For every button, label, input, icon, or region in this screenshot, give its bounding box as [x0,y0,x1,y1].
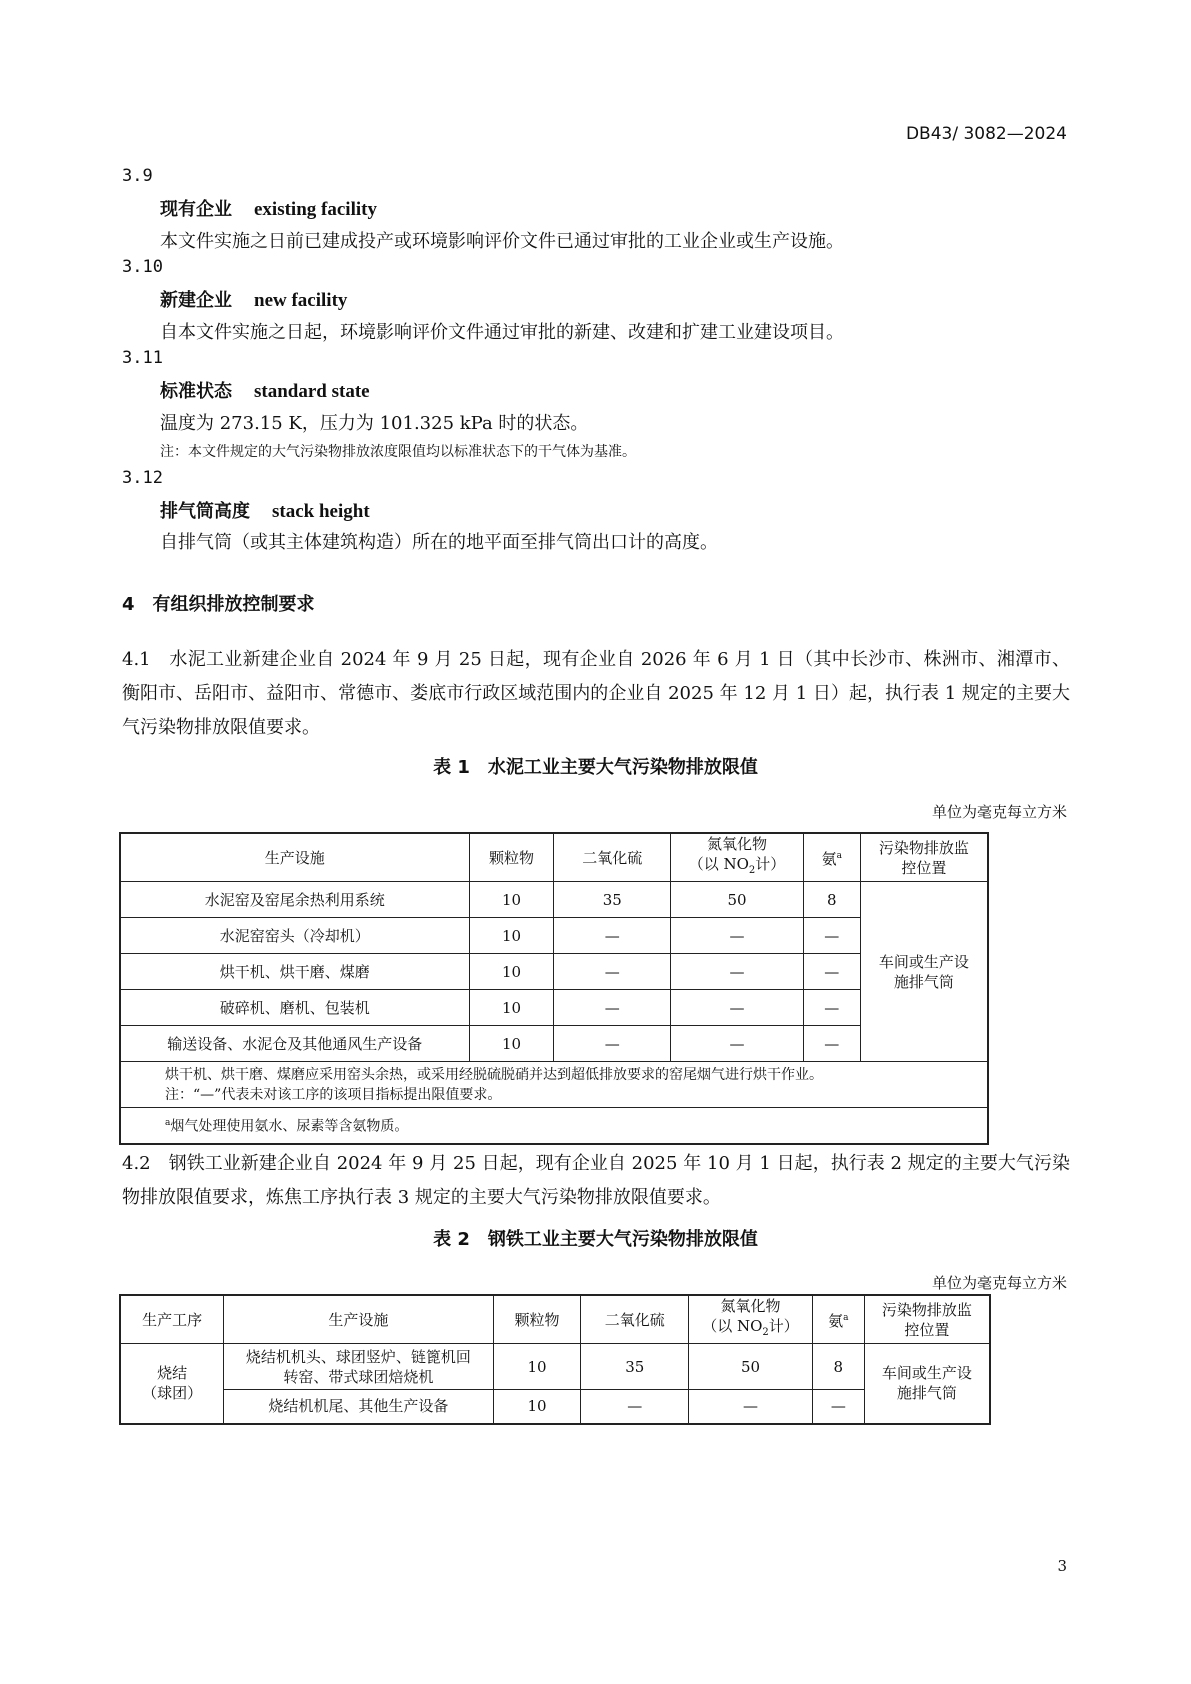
cell-pm: 10 [469,954,554,990]
header-nh3: 氨$^a$ [803,833,860,882]
table2 [119,1294,991,1425]
cell-so2: — [554,1026,671,1062]
cell-facility: 水泥窑及窑尾余热利用系统 [120,882,469,918]
header-nox-line2: （以 $NO_2$计） [688,855,786,876]
paragraph-4-2: 4.2 钢铁工业新建企业自 2024 年 9 月 25 日起，现有企业自 2025 年 10 月 1 日起，执行表 2 规定的主要大气污染物排放限值要求，炼焦工序执行表 3 规定的主要大气污染物排放限值要求。 [122,1153,1070,1208]
term-definition: 自本文件实施之日起，环境影响评价文件通过审批的新建、改建和扩建工业建设项目。 [160,322,844,343]
table-footnote-row [120,1108,988,1144]
cell-nh3: 8 [803,882,860,918]
header-pm: 颗粒物 [493,1295,581,1344]
header-monitor: 污染物排放监 控位置 [864,1295,990,1344]
term-number: 3.9 [122,166,153,186]
table1-unit: 单位为毫克每立方米 [931,803,1067,821]
cell-pm: 10 [469,918,554,954]
cell-nh3: — [803,954,860,990]
table-row [120,918,988,954]
cell-facility: 烧结机机尾、其他生产设备 [224,1390,493,1424]
term-definition: 温度为 273.15 K，压力为 101.325 kPa 时的状态。 [160,413,589,434]
table1-note1: 烘干机、烘干磨、煤磨应采用窑头余热，或采用经脱硫脱硝并达到超低排放要求的窑尾烟气进行烘干作业。 [165,1066,823,1083]
table2-unit: 单位为毫克每立方米 [931,1274,1067,1292]
table-row [120,882,988,918]
table-note-row [120,1062,988,1108]
cell-pm: 10 [469,1026,554,1062]
term-definition: 本文件实施之日前已建成投产或环境影响评价文件已通过审批的工业企业或生产设施。 [160,231,844,252]
term-title [160,195,377,221]
term-en: stack height [272,501,370,522]
term-number: 3.11 [122,348,163,368]
term-note: 注：本文件规定的大气污染物排放浓度限值均以标准状态下的干气体为基准。 [160,444,636,460]
cell-pm: 10 [469,990,554,1026]
cell-nox: — [671,918,804,954]
term-zh: 标准状态 [160,381,232,402]
table1 [119,832,989,1145]
table2-caption: 表 2 钢铁工业主要大气污染物排放限值 [433,1229,758,1250]
header-nox [671,833,804,882]
cell-facility: 破碎机、磨机、包装机 [120,990,469,1026]
header-facility: 生产设施 [120,833,469,882]
cell-so2: — [554,918,671,954]
cell-nh3: — [803,1026,860,1062]
header-nox-line1: 氮氧化物 [706,835,767,853]
cell-monitor-location: 车间或生产设 施排气筒 [864,1344,990,1424]
cell-facility: 输送设备、水泥仓及其他通风生产设备 [120,1026,469,1062]
cell-nh3: 8 [812,1344,864,1390]
term-title [160,286,347,312]
cell-facility: 水泥窑窑头（冷却机） [120,918,469,954]
header-process: 生产工序 [120,1295,224,1344]
term-zh: 排气筒高度 [160,501,250,522]
header-pm: 颗粒物 [469,833,554,882]
cell-nh3: — [812,1390,864,1424]
table-row [120,990,988,1026]
term-definition: 自排气筒（或其主体建筑构造）所在的地平面至排气筒出口计的高度。 [160,532,718,553]
cell-process: 烧结 （球团） [120,1344,224,1424]
term-number: 3.12 [122,468,163,488]
header-so2: 二氧化硫 [581,1295,689,1344]
table1-notes [120,1062,988,1108]
cell-nox: — [671,954,804,990]
section-heading: 4 有组织排放控制要求 [122,594,315,615]
cell-so2: 35 [581,1344,689,1390]
header-nox: 氮氧化物 （以 $NO_2$计） [689,1295,813,1344]
table1-note2: 注：“—”代表未对该工序的该项目指标提出限值要求。 [165,1086,502,1103]
term-en: existing facility [254,199,377,220]
cell-nox: 50 [689,1344,813,1390]
cell-so2: — [554,954,671,990]
cell-nh3: — [803,918,860,954]
cell-so2: — [554,990,671,1026]
cell-monitor-location: 车间或生产设 施排气筒 [860,882,988,1062]
cell-nox: — [671,1026,804,1062]
cell-nox: — [671,990,804,1026]
term-en: new facility [254,290,348,311]
term-number: 3.10 [122,257,163,277]
term-zh: 现有企业 [160,199,232,220]
term-title [160,377,370,403]
table1-footnote: $^a$烟气处理使用氨水、尿素等含氨物质。 [120,1108,988,1144]
cell-nox: — [689,1390,813,1424]
cell-facility: 烘干机、烘干磨、煤磨 [120,954,469,990]
cell-pm: 10 [469,882,554,918]
cell-pm: 10 [493,1390,581,1424]
table-row [120,1390,990,1424]
header-monitor: 污染物排放监 控位置 [860,833,988,882]
page-number: 3 [1057,1557,1067,1575]
table-row [120,1344,990,1390]
table-row [120,954,988,990]
table-header-row [120,833,988,882]
document-number: DB43/ 3082—2024 [905,124,1067,144]
paragraph-4-1: 4.1 水泥工业新建企业自 2024 年 9 月 25 日起，现有企业自 2026 年 6 月 1 日（其中长沙市、株洲市、湘潭市、衡阳市、岳阳市、益阳市、常德市、娄底市行政区域范围内的企业自 2025 年 12 月 1 日）起，执行表 1 规定的主要大气污染物排放限值要求。 [122,649,1070,738]
cell-nox: 50 [671,882,804,918]
header-facility: 生产设施 [224,1295,493,1344]
header-nh3: 氨$^a$ [812,1295,864,1344]
cell-nh3: — [803,990,860,1026]
term-title [160,497,370,523]
header-so2: 二氧化硫 [554,833,671,882]
table1-caption: 表 1 水泥工业主要大气污染物排放限值 [433,757,758,778]
cell-pm: 10 [493,1344,581,1390]
table-row [120,1026,988,1062]
term-zh: 新建企业 [160,290,232,311]
cell-so2: 35 [554,882,671,918]
cell-facility: 烧结机机头、球团竖炉、链篦机回 转窑、带式球团焙烧机 [224,1344,493,1390]
table-header-row [120,1295,990,1344]
term-en: standard state [254,381,370,402]
cell-so2: — [581,1390,689,1424]
